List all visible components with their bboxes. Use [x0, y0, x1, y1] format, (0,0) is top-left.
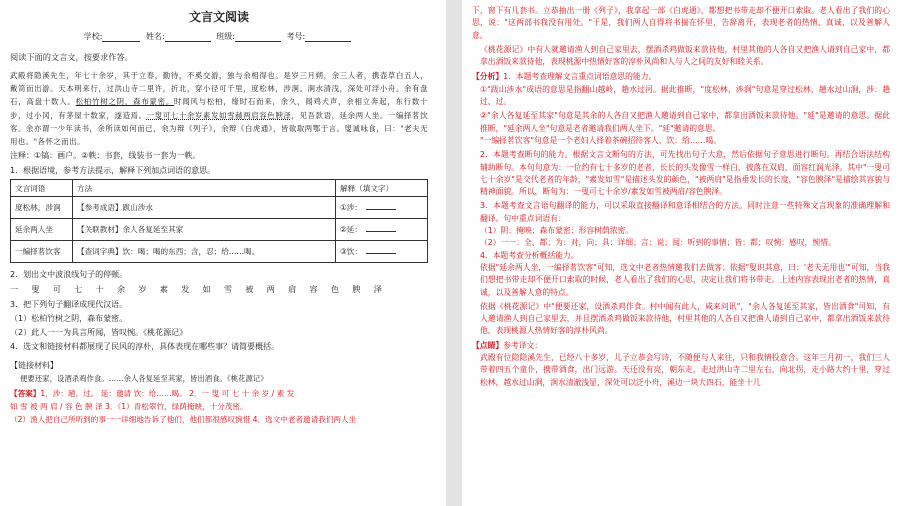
passage-line: ，见吾款语，延余两人坐。一编择茗饮客。 [10, 110, 428, 133]
question-4: 4．选文和链接材料都展现了民风的淳朴，具体表现在哪些事？请简要概括。 [10, 342, 280, 352]
answer-text: 1．涉：趟，过。 延：邀请 饮：给……喝。 2．一 叟 可 七 十 余 岁 / 素 发 [40, 389, 295, 399]
analysis-paragraph: ①"跋山涉水"成语的意思是指翻山越岭，趟水过河。据此推断，"度松林，涉涧"句意是穿过松林，趟水过山涧，涉：趟过，过。 [480, 84, 890, 107]
instruction: 阅读下面的文言文，按要求作答。 [10, 52, 133, 62]
analysis-paragraph: 依据"延余两人坐，一编择茗饮客"可知，选文中老者热情邀我们去做客；依据"叟识其意，曰：'老夫无用也'"可知，当我们想把书带走却不便开口索取的时候，老人看出了我们的心思，决定让我们将书带走。上述内容表现出老者的热情，真诚，以及善解人意的特点。 [480, 262, 890, 297]
document-page-right [462, 0, 900, 506]
table-cell-word: 延余两人坐 [11, 219, 73, 241]
analysis-paragraph: 3．本题考查文言语句翻译的能力，可以采取直接翻译和意译相结合的方法。同时注意一些特殊文言现象的准确理解和翻译。句中重点词语有： [480, 201, 890, 223]
answer-number: ②延： [340, 225, 362, 235]
table-header-row [11, 180, 428, 197]
question-3: 3．把下列句子翻译成现代汉语。 [10, 300, 128, 310]
table-cell-method: 【查词字典】饮：喝；喝的东西；含，忍；给……喝。 [73, 241, 336, 263]
question-2-sentence: 一 叟 可 七 十 余 岁 素 发 如 雪 被 两 肩 容 色 腴 泽 [10, 284, 388, 295]
passage-line: 余亦谓一少年读书，余所读如何而已，余为辩《列子》，余辩《白虎 [25, 123, 261, 133]
question-3-item-2: （2）此人一一为具言所闻，皆叹惋。《桃花源记》 [10, 328, 188, 338]
passage-wavy-sentence: 一叟可七十余岁素发如雪赪 [146, 110, 244, 120]
school-blank[interactable] [102, 41, 140, 42]
question-1: 1．根据语境，参考方法提示，解释下列加点词语的意思。 [10, 166, 216, 176]
passage-line: 携壶草白五人，戴笥而出游。天本明来行，过洪山寺二里许，折北，穿小径可千里，度松林，涉涧。涧水 [10, 71, 428, 94]
answer-line: （2）渔人把自己所听到的事一一详细地告诉了他们，他们都很感叹惋惜 4．选文中老者邀请我们两人坐 [10, 415, 357, 425]
class-label: 班级: [216, 32, 235, 41]
table-cell-word: 一编择茗饮客 [11, 241, 73, 263]
answer-tag: 【答案】 [10, 389, 41, 399]
analysis-paragraph: "一编择茗饮客"句意是一个老妇人择着茶碗招待客人，饮：给……喝。 [480, 135, 722, 145]
answer-line: 如 雪 被 两 肩 / 容 色 腴 泽 3．（1）青松翠竹，绿荫掩映，十分茂密。 [10, 402, 248, 412]
analysis-heading [472, 71, 890, 83]
school-label: 学校: [83, 32, 103, 41]
number-label: 考号: [286, 32, 306, 41]
table-header: 方法 [73, 180, 336, 197]
passage-line: 久，闻鸡犬声，余相立奔起，东行数十步，过小冈，有茅屋十数家，遂造焉。 [10, 97, 428, 120]
classical-passage [10, 69, 428, 148]
answer-paragraph: 下，窗下有几套书。立恭抽出一册《列子》，我拿起一部《白虎通》，都想把书带走却不便开口索取。老人看出了我们的心思，说："这两部书我没有用处。"于是，我们两人自得将书揣在怀里，告辞离开，表现老者的热情、真诚，以及善解人意。 [472, 6, 890, 40]
analysis-tag: 【分析】 [472, 72, 504, 82]
table-cell-answer[interactable] [336, 197, 428, 219]
table-cell-answer[interactable] [336, 219, 428, 241]
analysis-paragraph: 4．本题考查分析概括能力。 [480, 250, 579, 260]
name-label: 姓名: [146, 32, 165, 41]
passage-line: 清浅，深处可浮小舟。余有盘石，高盘十数人。 [10, 84, 428, 107]
analysis-text: 1．本题考查理解文言重点词语意思的能力。 [503, 72, 657, 82]
answer-blank[interactable] [366, 253, 396, 254]
table-cell-answer[interactable] [336, 241, 428, 263]
student-info-line [10, 31, 428, 42]
passage-line: 武殿将隐溪先生，年七十余岁，其于立春，勤待，不奚交游，独与余相得也。是岁三月朔，余三人者， [10, 71, 372, 80]
class-blank[interactable] [235, 41, 281, 42]
comment-heading [472, 340, 890, 352]
annotation-note: 注释：①镐：画户。②帙：书套，线装书一套为一帙。 [10, 151, 201, 161]
analysis-paragraph: ②"余人各复延至其家"句意是其余的人各自又把渔人邀请到自己家中，都拿出酒饭来款待他。"延"是邀请的意思。据此推断，"延余两人坐"句意是老者邀请我们两人坐下。"延"邀请的意思。 [480, 111, 890, 133]
passage-line: 时闻风与松柏，缘时石而来，余 [174, 97, 289, 107]
table-row [11, 197, 428, 219]
table-header: 文言词语 [11, 180, 73, 197]
answer-blank[interactable] [366, 209, 396, 210]
translation-paragraph: 武殿有位隐隐溪先生，已经八十多岁，儿子立恭会写诗，不随便与人来往，只和我情投意合。这年三月初一，我们三人带着四五个童仆，携带酒食，出门远游。天还没有亮，朝东走，走过洪山寺二里左右，向北拐，走小路大约十里，穿过松林，越水过山涧，涧水清澈浅显，深处可以泛小舟，溪边一块大四石，能坐十几 [480, 353, 890, 387]
passage-wavy-sentence-end: 两肩容色腴泽 [243, 110, 292, 120]
comment-tag: 【点睛】 [472, 340, 504, 350]
answer-number: ①涉： [340, 203, 362, 213]
document-page-left [0, 0, 446, 506]
answer-paragraph: 《桃花源记》中有人就邀请渔人到自己家里去，摆酒杀鸡做饭来款待他，村里其他的人各自又把渔人请到自己家中，都拿出酒饭来款待他，表现桃源中热情好客的淳朴风尚和人与人之间的友好和睦关系。 [480, 44, 890, 67]
link-material-text: 便要还家，设酒杀鸡作食。……余人各复延至其家，皆出酒食。《桃花源记》 [20, 374, 268, 384]
analysis-paragraph: 依据《桃花源记》中"便要还家，设酒杀鸡作食。村中闻有此人，咸来问讯"，"余人各复延至其家，皆出酒食"可知，有人邀请渔人到自己家里去，并且摆酒杀鸡做饭来款待他，村里其他的人各自又把渔人请到自己家中，都拿出酒饭来款待他，表现桃源人热情好客的淳朴风尚。 [480, 301, 890, 336]
link-material-heading: 【链接材料】 [10, 361, 58, 371]
passage-underlined-sentence: 松柏竹树之阴，森布蒙密。 [75, 97, 175, 107]
table-cell-method: 【关联教材】余人各复延至其家 [73, 219, 336, 241]
question-2: 2．划出文中波浪线句子的停顿。 [10, 270, 128, 280]
name-blank[interactable] [165, 41, 211, 42]
page-title: 文言文阅读 [188, 10, 249, 24]
number-blank[interactable] [305, 41, 351, 42]
page-gutter [446, 0, 462, 506]
analysis-paragraph: 2．本题考查断句的能力。根据文言文断句的方法，可先找出句子大意，然后依据句子意思进行断句。再结合语法结构辅助断句。本句句意为：一位约有七十多岁的老者，长长的头发像雪一样白，披落在双肩，面容红润光泽。其中"一叟可七十余岁"是交代老者的年龄，"素发如雪"是描述头发的颜色，"被两肩"是指垂发长的长度，"容色腴泽"是描绘其容貌与精神面貌。所以，断句为：一叟可七十余岁/素发如雪被两肩/容色腴泽。 [480, 150, 890, 197]
answer-line [10, 387, 428, 400]
vocabulary-table [10, 179, 428, 263]
table-cell-word: 度松林，涉涧 [11, 197, 73, 219]
passage-line: 通》，皆欲取两鄂于言。叟诚咏食，曰："老夫无用也。"各怀之而出。 [10, 123, 428, 147]
answer-blank[interactable] [366, 231, 396, 232]
question-3-item-1: （1）松柏竹树之阴，森布蒙密。 [10, 314, 128, 324]
table-cell-method: 【参考成语】跋山涉水 [73, 197, 336, 219]
answer-number: ③饮： [340, 247, 362, 257]
analysis-paragraph: （2）一一：全、都；为：对，向；具：详细；言：说；闻：听到的事情；皆：都；叹惋：感叹，惋惜。 [480, 238, 836, 248]
table-row [11, 241, 428, 263]
table-row [11, 219, 428, 241]
comment-title: 参考译文： [503, 340, 543, 350]
analysis-paragraph: （1）阴：掩映；森布蒙密：形容树荫浓密。 [480, 226, 634, 236]
table-header: 解释（填文字） [336, 180, 428, 197]
